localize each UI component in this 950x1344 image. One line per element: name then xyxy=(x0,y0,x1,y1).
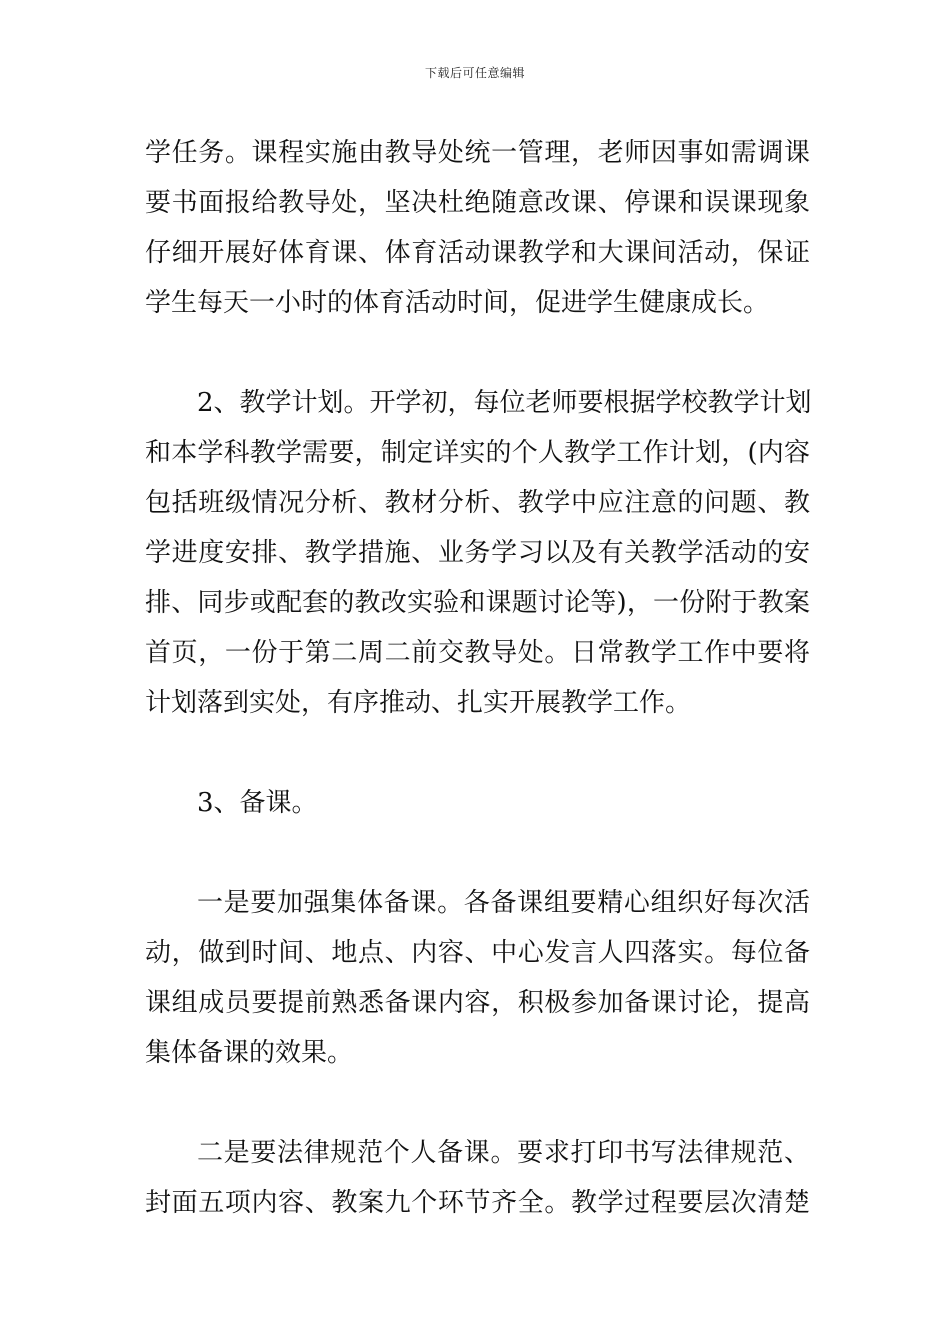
text-line: 3、备课。 xyxy=(197,788,318,818)
paragraph-5 xyxy=(145,1128,810,1228)
text-line: 和本学科教学需要，制定详实的个人教学工作计划，(内容 xyxy=(145,438,810,468)
text-line: 仔细开展好体育课、体育活动课教学和大课间活动，保证 xyxy=(145,238,810,268)
text-line: 包括班级情况分析、教材分析、教学中应注意的问题、教 xyxy=(145,488,810,518)
text-line: 集体备课的效果。 xyxy=(145,1038,354,1068)
paragraph-spacer xyxy=(145,1078,810,1128)
text-line: 动，做到时间、地点、内容、中心发言人四落实。每位备 xyxy=(145,938,810,968)
text-line: 一是要加强集体备课。各备课组要精心组织好每次活 xyxy=(197,888,810,918)
text-line: 课组成员要提前熟悉备课内容，积极参加备课讨论，提高 xyxy=(145,988,810,1018)
text-line: 排、同步或配套的教改实验和课题讨论等)，一份附于教案 xyxy=(145,588,810,618)
text-line: 学进度安排、教学措施、业务学习以及有关教学活动的安 xyxy=(145,538,810,568)
text-line: 学任务。课程实施由教导处统一管理，老师因事如需调课 xyxy=(145,138,810,168)
paragraph-3 xyxy=(145,778,810,828)
text-line: 二是要法律规范个人备课。要求打印书写法律规范、 xyxy=(197,1138,810,1168)
paragraph-1 xyxy=(145,128,810,328)
page-header: 下载后可任意编辑 xyxy=(424,66,525,80)
paragraph-4 xyxy=(145,878,810,1078)
text-line: 学生每天一小时的体育活动时间，促进学生健康成长。 xyxy=(145,288,770,318)
paragraph-spacer xyxy=(145,328,810,378)
document-body xyxy=(145,128,810,1228)
text-line: 2、教学计划。开学初，每位老师要根据学校教学计划 xyxy=(197,388,812,418)
text-line: 封面五项内容、教案九个环节齐全。教学过程要层次清楚 xyxy=(145,1188,810,1218)
text-line: 首页，一份于第二周二前交教导处。日常教学工作中要将 xyxy=(145,638,810,668)
paragraph-spacer xyxy=(145,828,810,878)
text-line: 要书面报给教导处，坚决杜绝随意改课、停课和误课现象 xyxy=(145,188,810,218)
paragraph-2 xyxy=(145,378,810,728)
text-line: 计划落到实处，有序推动、扎实开展教学工作。 xyxy=(145,688,692,718)
paragraph-spacer xyxy=(145,728,810,778)
